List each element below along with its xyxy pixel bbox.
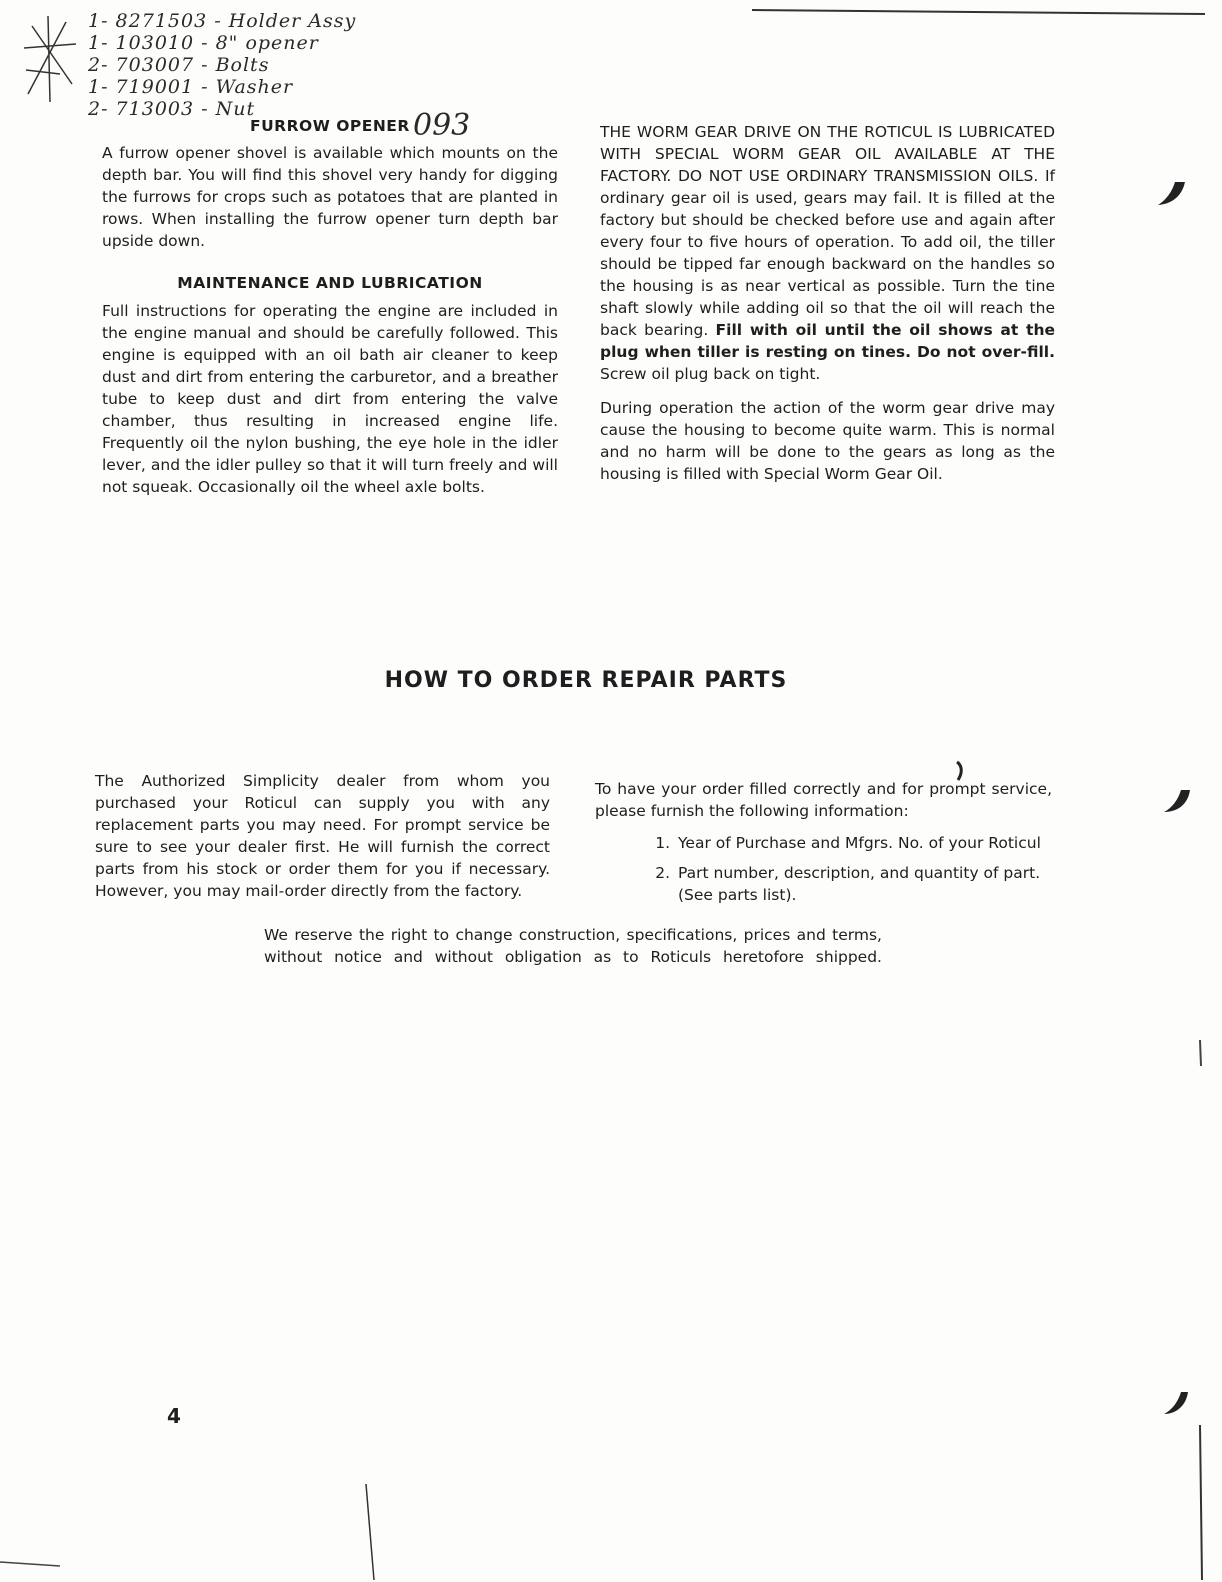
binder-hole-mark <box>1158 182 1185 205</box>
scan-edge-line <box>1200 1425 1202 1580</box>
order-intro: To have your order filled correctly and for prompt service, please furnish the following information: <box>595 780 1052 820</box>
maintenance-heading: MAINTENANCE AND LUBRICATION <box>177 274 483 292</box>
worm-gear-text: THE WORM GEAR DRIVE ON THE ROTICUL IS LUBRICATED WITH SPECIAL WORM GEAR OIL AVAILABLE AT THE FACTORY. DO NOT USE ORDINARY TRANSMISSION OILS. If ordinary gear oil is used, gears may fail. It is filled at the factory but should be checked before use and again after every four to five hours of operation. To add oil, the tiller should be tipped far enough backward on the handles so the housing is as near vertical as possible. Turn the tine shaft slowly while adding oil so that the oil will reach the back bearing. <box>600 123 1055 339</box>
dealer-text: The Authorized Simplicity dealer from whom you purchased your Roticul can supply you with any replacement parts you may need. For prompt service be sure to see your dealer first. He will furnish the correct parts from his stock or order them for you if necessary. However, you may mail-order directly from the factory. <box>95 772 550 900</box>
handwritten-note: 1- 719001 - Washer <box>88 76 294 98</box>
repair-parts-heading: HOW TO ORDER REPAIR PARTS <box>384 668 788 693</box>
handwritten-code: 093 <box>413 108 471 143</box>
handwritten-note: 1- 8271503 - Holder Assy <box>88 10 357 32</box>
list-item <box>595 832 1052 854</box>
list-item <box>595 862 1052 906</box>
page-number: 4 <box>167 1404 181 1428</box>
reserve-note: We reserve the right to change construction, specifications, prices and terms, without notice and without obligation as to Roticuls heretofore shipped. <box>264 926 882 966</box>
list-item-number: 1. <box>655 834 670 852</box>
scan-edge-line <box>0 1562 60 1566</box>
worm-gear-paragraph <box>600 121 1055 385</box>
scan-edge-line <box>1200 1040 1201 1066</box>
list-item-text: Part number, description, and quantity of part. (See parts list). <box>678 864 1041 904</box>
left-column-bottom <box>95 770 550 914</box>
maintenance-text: Full instructions for operating the engine are included in the engine manual and should be carefully followed. This engine is equipped with an oil bath air cleaner to keep dust and dirt from entering the carburetor, and a breather tube to keep dust and dirt from entering the valve chamber, thus resulting in increased engine life. Frequently oil the nylon bushing, the eye hole in the idler lever, and the idler pulley so that it will turn freely and will not squeak. Occasionally oil the wheel axle bolts. <box>102 302 558 496</box>
star-mark-icon <box>20 14 80 104</box>
right-column-top <box>600 121 1055 497</box>
handwritten-parts-list <box>88 10 418 120</box>
scan-edge-line <box>752 10 1205 14</box>
left-column-top <box>102 142 558 510</box>
furrow-opener-text: A furrow opener shovel is available which mounts on the depth bar. You will find this shovel very handy for digging the furrows for crops such as potatoes that are planted in rows. When installing the furrow opener turn depth bar upside down. <box>102 144 558 250</box>
furrow-opener-heading: FURROW OPENER <box>250 117 410 135</box>
list-item-text: Year of Purchase and Mfgrs. No. of your Roticul <box>678 834 1041 852</box>
handwritten-note: 2- 703007 - Bolts <box>88 54 270 76</box>
list-item-number: 2. <box>655 864 670 882</box>
order-info-list <box>595 832 1052 906</box>
handwritten-note: 2- 713003 - Nut <box>88 98 256 120</box>
worm-gear-warning: Fill with oil until the oil shows at the plug when tiller is resting on tines. Do not over-fill. <box>600 321 1055 361</box>
binder-hole-mark <box>1164 1392 1188 1414</box>
handwritten-note: 1- 103010 - 8" opener <box>88 32 319 54</box>
scan-edge-line <box>366 1484 374 1580</box>
worm-gear-text-end: Screw oil plug back on tight. <box>600 365 821 383</box>
worm-gear-heat-paragraph: During operation the action of the worm gear drive may cause the housing to become quite warm. This is normal and no harm will be done to the gears as long as the housing is filled with Special Worm Gear Oil. <box>600 399 1055 483</box>
binder-hole-mark <box>1164 790 1190 812</box>
right-column-bottom <box>595 778 1052 914</box>
